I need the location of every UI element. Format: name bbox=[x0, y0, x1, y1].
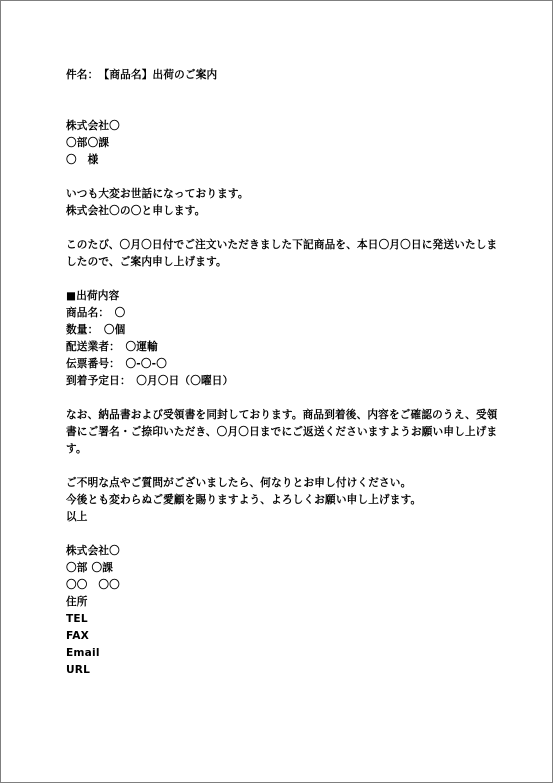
shipment-product: 商品名： 〇 bbox=[66, 307, 126, 319]
sender-department: 〇部 〇課 bbox=[66, 562, 114, 574]
shipment-carrier: 配送業者： 〇運輸 bbox=[66, 341, 158, 353]
sender-email: Email bbox=[66, 647, 100, 659]
closing-line-2: 今後とも変わらぬご愛顧を賜りますよう、よろしくお願い申し上げます。 bbox=[66, 494, 422, 506]
shipment-quantity: 数量： 〇個 bbox=[66, 324, 126, 336]
closing-end-mark: 以上 bbox=[66, 511, 88, 523]
shipment-slip-number: 伝票番号： 〇-〇-〇 bbox=[66, 358, 168, 370]
greeting-line-2: 株式会社〇の〇と申します。 bbox=[66, 205, 206, 217]
shipment-arrival-date: 到着予定日： 〇月〇日（〇曜日） bbox=[66, 375, 234, 387]
letter-body bbox=[66, 67, 506, 679]
sender-address: 住所 bbox=[66, 596, 88, 608]
recipient-department: 〇部〇課 bbox=[66, 137, 110, 149]
greeting-line-1: いつも大変お世話になっております。 bbox=[66, 188, 249, 200]
sender-url: URL bbox=[66, 664, 91, 676]
sender-company: 株式会社〇 bbox=[66, 545, 120, 557]
closing-line-1: ご不明な点やご質問がございましたら、何なりとお申し付けください。 bbox=[66, 477, 412, 489]
recipient-name: 〇 様 bbox=[66, 154, 99, 166]
subject-line: 件名： 【商品名】出荷のご案内 bbox=[66, 69, 218, 81]
notice-paragraph: なお、納品書および受領書を同封しております。商品到着後、内容をご確認のうえ、受領書にご署名・ご捺印いただき、〇月〇日までにご返送くださいますようお願い申し上げます。 bbox=[66, 409, 498, 455]
sender-name: 〇〇 〇〇 bbox=[66, 579, 120, 591]
shipment-heading: ■出荷内容 bbox=[66, 290, 120, 302]
sender-tel: TEL bbox=[66, 613, 88, 625]
recipient-company: 株式会社〇 bbox=[66, 120, 120, 132]
intro-paragraph: このたび、〇月〇日付でご注文いただきました下記商品を、本日〇月〇日に発送いたしましたので、ご案内申し上げます。 bbox=[66, 239, 498, 268]
sender-fax: FAX bbox=[66, 630, 89, 642]
